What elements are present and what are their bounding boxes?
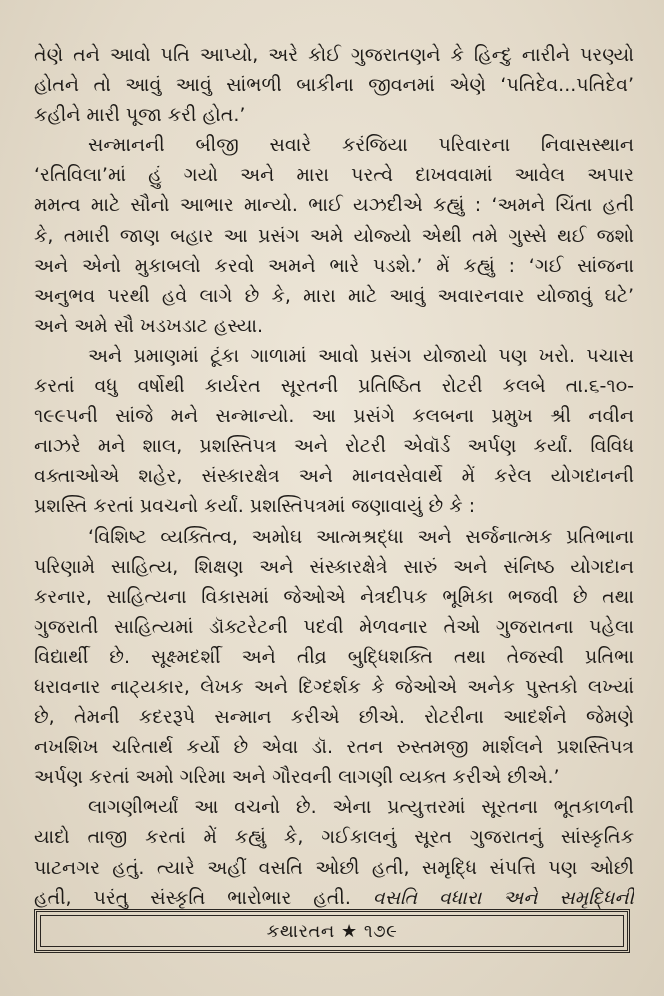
text-line: અર્પણ કરતાં અમો ગરિમા અને ગૌરવની લાગણી વ્યક્ત કરીએ છીએ.’ [34,766,560,789]
text-line: લાગણીભર્યાં આ વચનો છે. એના પ્રત્યુત્તરમાં સૂરતના ભૂતકાળની [88,796,634,819]
text-line: અને પ્રમાણમાં ટૂંકા ગાળામાં આવો પ્રસંગ યોજાયો પણ ખરો. પચાસ [88,344,634,367]
text-line: કહીને મારી પૂજા કરી હોત.’ [34,104,246,127]
text-line: ગુજરાતી સાહિત્યમાં ડૉક્ટરેટની પદવી મેળવનાર તેઓ ગુજરાતના પહેલા [34,615,634,638]
text-line: પ્રશસ્તિ કરતાં પ્રવચનો કર્યાં. પ્રશસ્તિપત્રમાં જણાવાયું છે કે : [34,495,476,518]
text-line: અને અમે સૌ ખડખડાટ હસ્યા. [34,314,264,337]
text-line: સન્માનની બીજી સવારે કરંજિયા પરિવારના નિવાસસ્થાન [88,134,634,157]
page-number-label: કથારતન ★ ૧૭૯ [266,920,398,942]
text-line: પરિણામે સાહિત્ય, શિક્ષણ અને સંસ્કારક્ષેત્રે સારું અને સંનિષ્ઠ યોગદાન [34,555,634,578]
text-line: તેણે તને આવો પતિ આપ્યો, અરે કોઈ ગુજરાતણને કે હિન્દુ નારીને પરણ્યો [34,44,634,66]
text-line: ‘રતિવિલા’માં હું ગયો અને મારા પરત્વે દાખવવામાં આવેલ અપાર [34,164,634,187]
text-line: નખશિખ ચરિતાર્થ કર્યો છે એવા ડૉ. રતન રુસ્તમજી માર્શલને પ્રશસ્તિપત્ર [34,736,634,759]
text-line: ધરાવનાર નાટ્યકાર, લેખક અને દિગ્દર્શક કે જેઓએ અનેક પુસ્તકો લખ્યાં [34,675,634,698]
text-line: યાદો તાજી કરતાં મેં કહ્યું કે, ગઈકાલનું સૂરત ગુજરાતનું સાંસ્કૃતિક [34,826,634,849]
text-segment: હતી, પરંતુ સંસ્કૃતિ ભારોભાર હતી. [34,886,351,909]
text-line: છે, તેમની કદરરૂપે સન્માન કરીએ છીએ. રોટરીના આદર્શને જેમણે [34,706,634,729]
text-line: વિદ્યાર્થી છે. સૂક્ષ્મદર્શી અને તીવ્ર બુદ્ધિશક્તિ તથા તેજસ્વી પ્રતિભા [34,645,634,668]
text-line: કરતાં વધુ વર્ષોથી કાર્યરત સૂરતની પ્રતિષ્ઠિત રોટરી કલબે તા.૬-૧૦- [34,375,634,398]
text-line: કરનાર, સાહિત્યના વિકાસમાં જેઓએ નેત્રદીપક ભૂમિકા ભજવી છે તથા [34,585,634,608]
body-text [34,40,634,913]
text-line: ‘વિશિષ્ટ વ્યક્તિત્વ, અમોઘ આત્મશ્રદ્ધા અને સર્જનાત્મક પ્રતિભાના [88,525,634,548]
text-line: અનુભવ પરથી હવે લાગે છે કે, મારા માટે આવું અવારનવાર યોજાવું ઘટે’ [34,284,634,307]
text-line: કે, તમારી જાણ બહાર આ પ્રસંગ અમે યોજ્યો એથી તમે ગુસ્સે થઈ જશો [34,224,634,247]
text-line: અને એનો મુકાબલો કરવો અમને ભારે પડશે.’ મેં કહ્યું : ‘ગઈ સાંજના [34,254,634,277]
text-line: વક્તાઓએ શહેર, સંસ્કારક્ષેત્ર અને માનવસેવાર્થે મેં કરેલ યોગદાનની [34,465,634,488]
text-line: હોતને તો આવું આવું સાંભળી બાકીના જીવનમાં એણે ‘પતિદેવ...પતિદેવ’ [34,74,634,97]
text-line: ૧૯૯૫ની સાંજે મને સન્માન્યો. આ પ્રસંગે કલબના પ્રમુખ શ્રી નવીન [34,405,634,428]
text-line: નાઝરે મને શાલ, પ્રશસ્તિપત્ર અને રોટરી એવૉર્ડ અર્પણ કર્યાં. વિવિધ [34,435,634,458]
text-line: મમત્વ માટે સૌનો આભાર માન્યો. ભાઈ યઝદીએ કહ્યું : ‘અમને ચિંતા હતી [34,194,634,217]
italic-text-segment: વસતિ વધારા અને સમૃદ્ધિની [372,886,634,909]
text-line: પાટનગર હતું. ત્યારે અહીં વસતિ ઓછી હતી, સમૃદ્ધિ સંપત્તિ પણ ઓછી [34,856,634,879]
page-footer [34,909,630,953]
